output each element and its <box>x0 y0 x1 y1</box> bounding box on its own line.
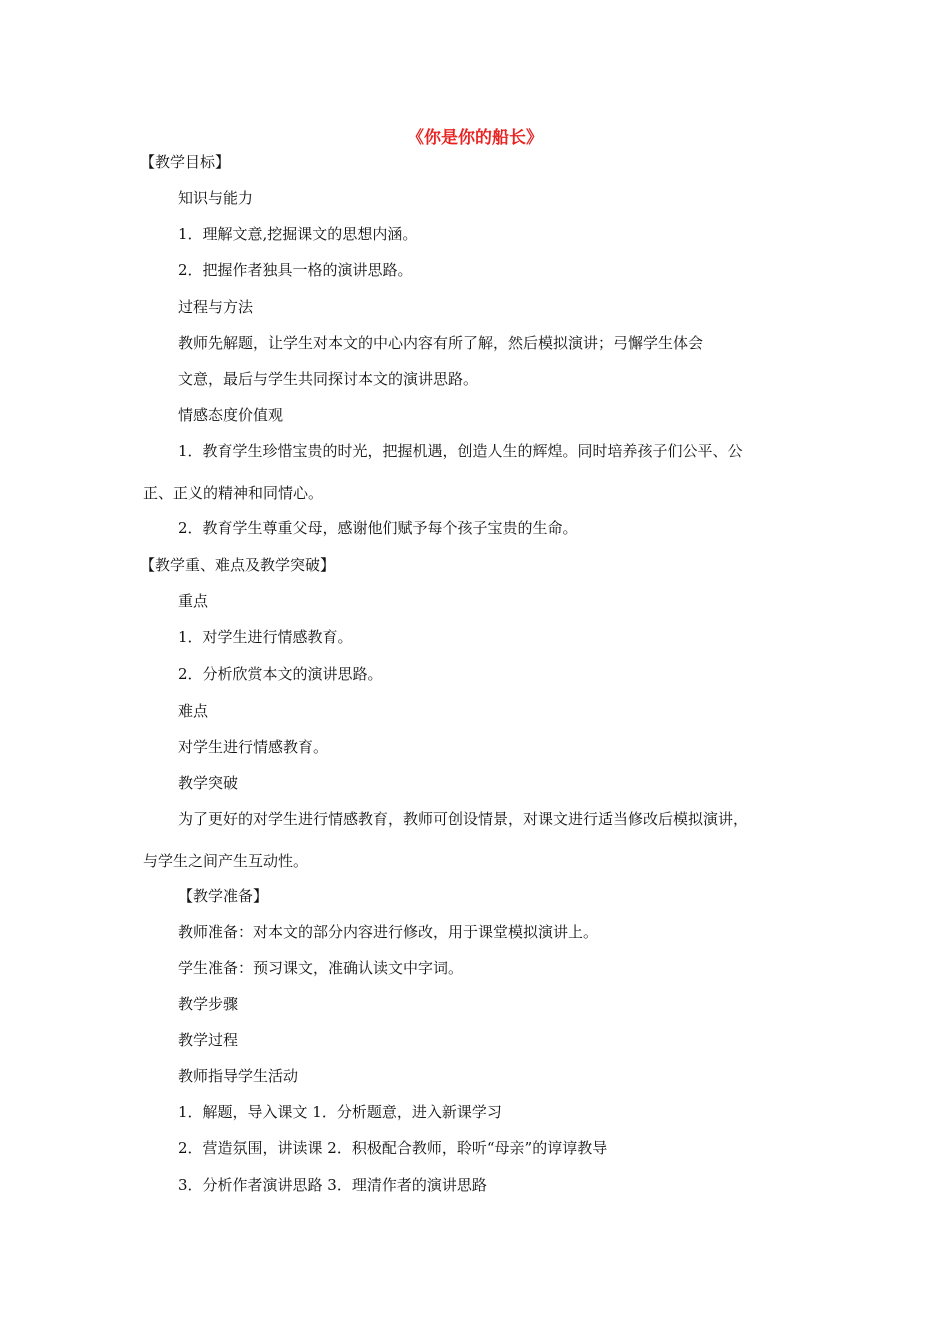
paragraph-line: 教师准备：对本文的部分内容进行修改，用于课堂模拟演讲上。 <box>178 923 599 941</box>
subheading-difficulty: 难点 <box>178 702 209 720</box>
subheading-breakthrough: 教学突破 <box>178 774 239 792</box>
paragraph-line: 2．教育学生尊重父母，感谢他们赋予每个孩子宝贵的生命。 <box>178 519 578 537</box>
subheading-steps: 教学步骤 <box>178 995 239 1013</box>
paragraph-line: 1．教育学生珍惜宝贵的时光，把握机遇，创造人生的辉煌。同时培养孩子们公平、公 <box>178 442 743 460</box>
subheading-process-teaching: 教学过程 <box>178 1031 239 1049</box>
paragraph-line: 2．分析欣赏本文的演讲思路。 <box>178 665 383 683</box>
subheading-knowledge: 知识与能力 <box>178 189 254 207</box>
document-title: 《你是你的船长》 <box>407 128 543 148</box>
paragraph-line: 文意，最后与学生共同探讨本文的演讲思路。 <box>178 370 479 388</box>
paragraph-line: 教师先解题，让学生对本文的中心内容有所了解，然后模拟演讲；弓懈学生体会 <box>178 334 704 352</box>
paragraph-line: 1．解题，导入课文 1．分析题意，进入新课学习 <box>178 1103 502 1121</box>
paragraph-line: 2．营造氛围，讲读课 2．积极配合教师，聆听“母亲”的谆谆教导 <box>178 1139 608 1157</box>
paragraph-line: 为了更好的对学生进行情感教育，教师可创设情景，对课文进行适当修改后模拟演讲， <box>178 810 749 828</box>
paragraph-line: 与学生之间产生互动性。 <box>143 852 309 870</box>
paragraph-line: 1．理解文意,挖掘课文的思想内涵。 <box>178 225 418 243</box>
section-heading-preparation: 【教学准备】 <box>178 887 269 905</box>
paragraph-line: 3．分析作者演讲思路 3．理清作者的演讲思路 <box>178 1176 487 1194</box>
paragraph-line: 正、正义的精神和同情心。 <box>143 484 324 502</box>
paragraph-line: 对学生进行情感教育。 <box>178 738 329 756</box>
paragraph-line: 1．对学生进行情感教育。 <box>178 628 353 646</box>
paragraph-line: 2．把握作者独具一格的演讲思路。 <box>178 261 413 279</box>
subheading-process: 过程与方法 <box>178 298 254 316</box>
section-heading-key-points: 【教学重、难点及教学突破】 <box>140 556 336 574</box>
subheading-focus: 重点 <box>178 592 209 610</box>
section-heading-objectives: 【教学目标】 <box>140 153 231 171</box>
subheading-emotion: 情感态度价值观 <box>178 406 284 424</box>
subheading-activity: 教师指导学生活动 <box>178 1067 299 1085</box>
paragraph-line: 学生准备：预习课文，准确认读文中字词。 <box>178 959 464 977</box>
